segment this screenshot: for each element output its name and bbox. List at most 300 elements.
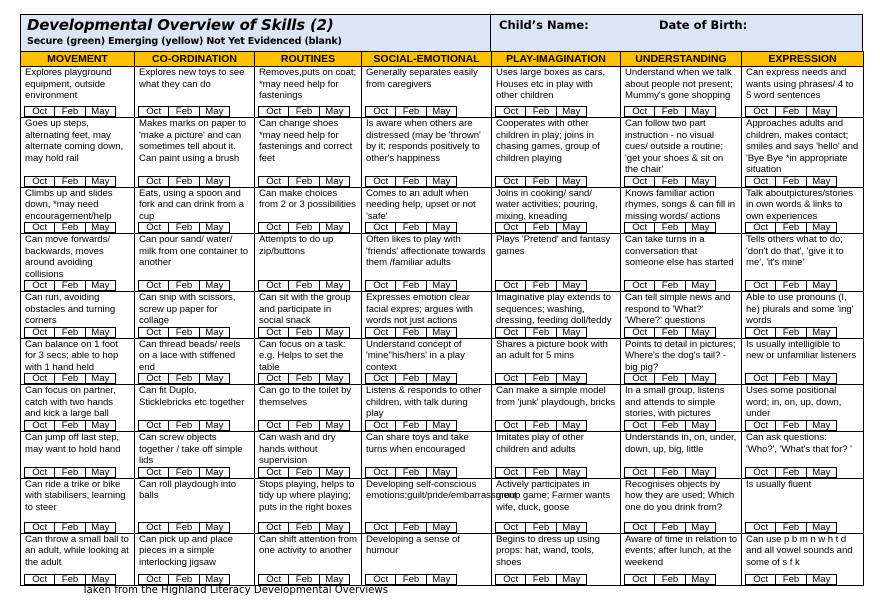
page-title: Developmental Overview of Skills (2) (27, 16, 334, 34)
term-box-may[interactable]: May (812, 420, 831, 431)
skill-description: Is aware when others are distressed (may be 'thrown' by it; responds positively to other's happiness (366, 118, 481, 164)
term-box-feb[interactable]: Feb (396, 223, 426, 232)
skill-cell-routines (255, 533, 362, 585)
skill-description: Plays 'Pretend' and fantasy games (496, 234, 611, 257)
term-box-may[interactable]: May (562, 521, 581, 533)
skill-cell-expression (742, 478, 864, 533)
term-box-feb[interactable]: Feb (169, 328, 199, 337)
term-box-feb[interactable]: Feb (55, 281, 85, 290)
term-box-oct[interactable]: Oct (625, 575, 655, 584)
term-box-feb[interactable]: Feb (655, 328, 685, 337)
term-box-may[interactable]: May (691, 326, 710, 338)
column-header-play-imagination: PLAY-IMAGINATION (492, 52, 621, 67)
skill-description: Talk aboutpictures/stories in own words & links to own experiences (746, 187, 853, 222)
term-box-may[interactable]: May (325, 222, 344, 233)
skill-description: Joins in cooking/ sand/ water activities; pouring, mixing, kneading (496, 187, 598, 222)
skill-description: Developing self-conscious emotions;guilt/pride/embarrassment (366, 478, 517, 501)
term-box-oct[interactable]: Oct (25, 328, 55, 337)
term-box-feb[interactable]: Feb (55, 575, 85, 584)
term-box-feb[interactable]: Feb (776, 107, 806, 116)
term-box-may[interactable]: May (812, 175, 831, 187)
column-header-routines: ROUTINES (255, 52, 362, 67)
skill-cell-routines (255, 187, 362, 234)
term-box-may[interactable]: May (432, 280, 451, 291)
term-box-feb[interactable]: Feb (776, 575, 806, 584)
term-box-feb[interactable]: Feb (289, 374, 319, 383)
term-assessment-boxes (24, 280, 116, 291)
skill-description: Can ride a trike or bike with stabilisers, learning to steer (25, 478, 126, 513)
term-box-may[interactable]: May (432, 326, 451, 338)
term-box-may[interactable]: May (325, 175, 344, 187)
term-box-may[interactable]: May (562, 280, 581, 291)
term-box-feb[interactable]: Feb (655, 177, 685, 186)
term-box-oct[interactable]: Oct (25, 107, 55, 116)
term-box-oct[interactable]: Oct (625, 281, 655, 290)
term-box-oct[interactable]: Oct (139, 281, 169, 290)
skill-description: Can focus on a task: e.g. Helps to set the table (259, 338, 346, 373)
term-box-may[interactable]: May (691, 466, 710, 478)
term-box-feb[interactable]: Feb (526, 107, 556, 116)
term-box-feb[interactable]: Feb (396, 374, 426, 383)
term-assessment-boxes (365, 280, 457, 291)
term-box-feb[interactable]: Feb (526, 374, 556, 383)
term-box-oct[interactable]: Oct (496, 328, 526, 337)
term-box-feb[interactable]: Feb (55, 468, 85, 477)
term-box-may[interactable]: May (691, 420, 710, 431)
term-box-may[interactable]: May (562, 373, 581, 384)
term-assessment-boxes (24, 106, 116, 117)
term-box-oct[interactable]: Oct (25, 177, 55, 186)
term-box-feb[interactable]: Feb (289, 575, 319, 584)
skill-cell-play-imagination (492, 118, 621, 188)
term-box-oct[interactable]: Oct (496, 421, 526, 430)
term-box-may[interactable]: May (91, 573, 110, 585)
term-box-feb[interactable]: Feb (526, 523, 556, 532)
term-box-oct[interactable]: Oct (25, 281, 55, 290)
term-box-may[interactable]: May (325, 420, 344, 431)
term-box-feb[interactable]: Feb (55, 421, 85, 430)
term-box-feb[interactable]: Feb (776, 523, 806, 532)
term-box-feb[interactable]: Feb (396, 421, 426, 430)
term-box-oct[interactable]: Oct (625, 523, 655, 532)
term-box-may[interactable]: May (812, 222, 831, 233)
term-box-oct[interactable]: Oct (746, 223, 776, 232)
term-box-may[interactable]: May (691, 175, 710, 187)
skill-description: Stops playing, helps to tidy up where playing; puts in the right boxes (259, 478, 355, 513)
term-assessment-boxes (258, 280, 350, 291)
term-box-feb[interactable]: Feb (655, 421, 685, 430)
term-box-may[interactable]: May (91, 373, 110, 384)
term-box-oct[interactable]: Oct (259, 281, 289, 290)
term-box-may[interactable]: May (432, 521, 451, 533)
term-box-oct[interactable]: Oct (496, 281, 526, 290)
term-box-feb[interactable]: Feb (655, 107, 685, 116)
term-box-oct[interactable]: Oct (625, 468, 655, 477)
term-box-may[interactable]: May (432, 466, 451, 478)
skill-cell-movement (21, 187, 135, 234)
term-box-oct[interactable]: Oct (259, 421, 289, 430)
term-box-oct[interactable]: Oct (366, 177, 396, 186)
term-box-oct[interactable]: Oct (625, 223, 655, 232)
term-box-oct[interactable]: Oct (496, 223, 526, 232)
term-box-may[interactable]: May (812, 521, 831, 533)
term-box-oct[interactable]: Oct (366, 223, 396, 232)
term-box-oct[interactable]: Oct (366, 575, 396, 584)
term-box-feb[interactable]: Feb (396, 575, 426, 584)
term-box-feb[interactable]: Feb (526, 281, 556, 290)
term-box-feb[interactable]: Feb (776, 223, 806, 232)
term-box-oct[interactable]: Oct (496, 177, 526, 186)
term-box-may[interactable]: May (91, 280, 110, 291)
skill-description: Can screw objects together / take off simple lids (139, 432, 243, 466)
term-box-oct[interactable]: Oct (625, 421, 655, 430)
skill-cell-content (746, 479, 859, 533)
term-box-may[interactable]: May (812, 466, 831, 478)
skill-cell-understanding (621, 478, 742, 533)
term-assessment-boxes (495, 373, 587, 384)
term-box-feb[interactable]: Feb (289, 421, 319, 430)
skill-description: Is usually intelligible to new or unfamiliar listeners (746, 338, 857, 361)
term-box-oct[interactable]: Oct (139, 177, 169, 186)
skill-cell-content (259, 118, 357, 187)
term-box-oct[interactable]: Oct (746, 374, 776, 383)
term-box-feb[interactable]: Feb (289, 328, 319, 337)
term-assessment-boxes (745, 522, 837, 533)
term-box-feb[interactable]: Feb (526, 575, 556, 584)
skill-cell-content (746, 432, 859, 478)
term-box-feb[interactable]: Feb (289, 281, 319, 290)
term-box-may[interactable]: May (205, 222, 224, 233)
term-box-may[interactable]: May (562, 106, 581, 117)
term-box-feb[interactable]: Feb (776, 177, 806, 186)
term-assessment-boxes (624, 574, 716, 585)
skill-description: Can sit with the group and participate in social snack (259, 292, 351, 326)
term-box-feb[interactable]: Feb (526, 328, 556, 337)
term-box-may[interactable]: May (562, 326, 581, 338)
skill-cell-play-imagination (492, 234, 621, 292)
term-box-may[interactable]: May (432, 175, 451, 187)
term-box-feb[interactable]: Feb (169, 421, 199, 430)
term-box-may[interactable]: May (325, 280, 344, 291)
term-box-oct[interactable]: Oct (625, 328, 655, 337)
term-box-may[interactable]: May (325, 573, 344, 585)
term-box-oct[interactable]: Oct (625, 374, 655, 383)
term-box-may[interactable]: May (691, 106, 710, 117)
term-box-oct[interactable]: Oct (625, 107, 655, 116)
term-box-may[interactable]: May (812, 106, 831, 117)
term-box-may[interactable]: May (562, 573, 581, 585)
skill-cell-content (496, 534, 616, 585)
term-box-may[interactable]: May (325, 326, 344, 338)
term-box-oct[interactable]: Oct (746, 177, 776, 186)
term-box-oct[interactable]: Oct (139, 107, 169, 116)
skill-cell-routines (255, 478, 362, 533)
term-box-may[interactable]: May (205, 175, 224, 187)
skills-overview-sheet (20, 14, 863, 586)
term-box-feb[interactable]: Feb (655, 374, 685, 383)
skill-cell-play-imagination (492, 338, 621, 385)
term-box-feb[interactable]: Feb (776, 421, 806, 430)
term-box-feb[interactable]: Feb (396, 468, 426, 477)
term-box-may[interactable]: May (325, 521, 344, 533)
term-box-feb[interactable]: Feb (776, 328, 806, 337)
term-box-oct[interactable]: Oct (259, 523, 289, 532)
skill-description: In a small group, listens and attends to simple stories, with pictures (625, 385, 725, 419)
term-box-feb[interactable]: Feb (289, 107, 319, 116)
skill-description: Can throw a small ball to an adult, while looking at the adult (25, 533, 129, 568)
skill-cell-movement (21, 432, 135, 479)
term-box-feb[interactable]: Feb (776, 281, 806, 290)
term-box-feb[interactable]: Feb (655, 281, 685, 290)
skill-cell-movement (21, 234, 135, 292)
term-box-oct[interactable]: Oct (25, 421, 55, 430)
term-box-oct[interactable]: Oct (259, 223, 289, 232)
date-of-birth-field[interactable]: Date of Birth: (659, 18, 748, 32)
term-box-oct[interactable]: Oct (139, 523, 169, 532)
child-name-field[interactable]: Child’s Name: (499, 18, 589, 32)
term-box-may[interactable]: May (325, 466, 344, 478)
term-box-may[interactable]: May (691, 521, 710, 533)
term-box-oct[interactable]: Oct (366, 107, 396, 116)
skill-description: Expresses emotion clear facial expres; argues with words not just actions (366, 292, 473, 326)
term-box-feb[interactable]: Feb (55, 177, 85, 186)
skill-cell-play-imagination (492, 67, 621, 118)
term-box-may[interactable]: May (562, 466, 581, 478)
term-assessment-boxes (365, 420, 457, 431)
skill-description: Can wash and dry hands without supervision (259, 432, 336, 466)
term-box-feb[interactable]: Feb (776, 374, 806, 383)
term-box-may[interactable]: May (91, 175, 110, 187)
title-block (20, 14, 863, 51)
term-box-oct[interactable]: Oct (139, 468, 169, 477)
term-box-may[interactable]: May (91, 521, 110, 533)
term-box-may[interactable]: May (691, 280, 710, 291)
skill-cell-routines (255, 432, 362, 479)
term-box-feb[interactable]: Feb (526, 421, 556, 430)
term-box-oct[interactable]: Oct (496, 575, 526, 584)
term-box-oct[interactable]: Oct (746, 523, 776, 532)
skill-cell-understanding (621, 67, 742, 118)
skill-description: Aware of time in relation to events; after lunch, at the weekend (625, 533, 738, 568)
term-box-feb[interactable]: Feb (655, 468, 685, 477)
term-box-oct[interactable]: Oct (25, 468, 55, 477)
term-box-feb[interactable]: Feb (655, 575, 685, 584)
term-assessment-boxes (745, 327, 837, 338)
term-box-oct[interactable]: Oct (746, 468, 776, 477)
skill-cell-routines (255, 118, 362, 188)
skill-description: Can roll playdough into balls (139, 478, 236, 501)
skill-description: Can change shoes *may need help for fastenings and correct feet (259, 118, 353, 164)
term-assessment-boxes (495, 574, 587, 585)
term-box-oct[interactable]: Oct (25, 575, 55, 584)
term-box-may[interactable]: May (325, 373, 344, 384)
term-box-may[interactable]: May (691, 573, 710, 585)
term-box-oct[interactable]: Oct (25, 523, 55, 532)
term-box-feb[interactable]: Feb (289, 177, 319, 186)
term-box-oct[interactable]: Oct (139, 328, 169, 337)
term-box-may[interactable]: May (91, 222, 110, 233)
skill-description: Imitates play of other children and adults (496, 432, 584, 455)
term-box-oct[interactable]: Oct (366, 374, 396, 383)
term-box-oct[interactable]: Oct (366, 421, 396, 430)
term-box-oct[interactable]: Oct (625, 177, 655, 186)
skill-cell-understanding (621, 187, 742, 234)
term-box-oct[interactable]: Oct (139, 374, 169, 383)
term-box-oct[interactable]: Oct (746, 281, 776, 290)
term-box-feb[interactable]: Feb (169, 177, 199, 186)
term-box-feb[interactable]: Feb (396, 281, 426, 290)
term-box-may[interactable]: May (205, 326, 224, 338)
term-box-feb[interactable]: Feb (55, 223, 85, 232)
term-box-feb[interactable]: Feb (289, 468, 319, 477)
term-box-feb[interactable]: Feb (169, 374, 199, 383)
term-box-oct[interactable]: Oct (746, 107, 776, 116)
term-box-oct[interactable]: Oct (496, 374, 526, 383)
term-box-feb[interactable]: Feb (55, 523, 85, 532)
skill-cell-expression (742, 67, 864, 118)
skill-description: Climbs up and slides down, *may need encouragement/help (25, 187, 113, 222)
term-box-oct[interactable]: Oct (366, 328, 396, 337)
term-box-oct[interactable]: Oct (366, 468, 396, 477)
term-box-may[interactable]: May (205, 573, 224, 585)
term-box-may[interactable]: May (812, 573, 831, 585)
skill-cell-content (139, 188, 250, 234)
term-assessment-boxes (495, 420, 587, 431)
term-box-may[interactable]: May (562, 222, 581, 233)
term-box-oct[interactable]: Oct (259, 177, 289, 186)
term-box-feb[interactable]: Feb (55, 328, 85, 337)
term-box-oct[interactable]: Oct (746, 421, 776, 430)
term-box-oct[interactable]: Oct (746, 575, 776, 584)
skill-description: Can move forwards/ backwards, moves around avoiding collisions (25, 234, 110, 280)
term-box-may[interactable]: May (432, 106, 451, 117)
skill-cell-expression (742, 187, 864, 234)
term-box-oct[interactable]: Oct (496, 468, 526, 477)
term-box-oct[interactable]: Oct (139, 223, 169, 232)
skill-cell-expression (742, 118, 864, 188)
term-box-oct[interactable]: Oct (259, 107, 289, 116)
term-box-oct[interactable]: Oct (139, 575, 169, 584)
term-box-may[interactable]: May (91, 466, 110, 478)
term-box-oct[interactable]: Oct (25, 374, 55, 383)
term-box-may[interactable]: May (691, 222, 710, 233)
term-assessment-boxes (495, 280, 587, 291)
term-box-oct[interactable]: Oct (746, 328, 776, 337)
term-box-feb[interactable]: Feb (526, 468, 556, 477)
term-box-oct[interactable]: Oct (259, 575, 289, 584)
term-box-may[interactable]: May (432, 373, 451, 384)
term-box-may[interactable]: May (91, 420, 110, 431)
column-header-co-ordination: CO-ORDINATION (135, 52, 255, 67)
term-box-may[interactable]: May (325, 106, 344, 117)
term-box-oct[interactable]: Oct (496, 523, 526, 532)
term-box-may[interactable]: May (432, 420, 451, 431)
term-box-feb[interactable]: Feb (526, 177, 556, 186)
term-box-feb[interactable]: Feb (55, 374, 85, 383)
term-box-feb[interactable]: Feb (396, 107, 426, 116)
table-row (21, 338, 864, 385)
term-box-may[interactable]: May (432, 222, 451, 233)
term-box-oct[interactable]: Oct (259, 328, 289, 337)
skill-cell-content (259, 234, 357, 291)
term-box-feb[interactable]: Feb (655, 523, 685, 532)
term-assessment-boxes (745, 467, 837, 478)
term-assessment-boxes (258, 106, 350, 117)
term-box-oct[interactable]: Oct (259, 374, 289, 383)
skill-description: Generally separates easily from caregivers (366, 67, 478, 90)
term-box-may[interactable]: May (432, 573, 451, 585)
term-box-oct[interactable]: Oct (259, 468, 289, 477)
column-header-social-emotional: SOCIAL-EMOTIONAL (362, 52, 492, 67)
term-box-feb[interactable]: Feb (169, 468, 199, 477)
skill-description: Can shift attention from one activity to another (259, 533, 357, 556)
term-box-may[interactable]: May (205, 521, 224, 533)
term-assessment-boxes (624, 373, 716, 384)
term-assessment-boxes (624, 106, 716, 117)
term-box-feb[interactable]: Feb (396, 328, 426, 337)
term-box-feb[interactable]: Feb (169, 107, 199, 116)
term-box-feb[interactable]: Feb (169, 523, 199, 532)
term-box-may[interactable]: May (812, 373, 831, 384)
term-box-may[interactable]: May (91, 106, 110, 117)
term-box-feb[interactable]: Feb (396, 177, 426, 186)
term-box-may[interactable]: May (812, 280, 831, 291)
term-box-may[interactable]: May (812, 326, 831, 338)
term-box-feb[interactable]: Feb (396, 523, 426, 532)
term-box-feb[interactable]: Feb (526, 223, 556, 232)
term-box-may[interactable]: May (205, 280, 224, 291)
term-box-may[interactable]: May (91, 326, 110, 338)
term-box-feb[interactable]: Feb (776, 468, 806, 477)
term-box-feb[interactable]: Feb (289, 523, 319, 532)
term-box-may[interactable]: May (691, 373, 710, 384)
skill-cell-understanding (621, 338, 742, 385)
term-box-may[interactable]: May (205, 373, 224, 384)
term-box-feb[interactable]: Feb (169, 281, 199, 290)
skill-cell-expression (742, 292, 864, 339)
skill-description: Eats, using a spoon and fork and can drink from a cup (139, 187, 244, 222)
skill-description: Can tell simple news and respond to 'What?' 'Where?' questions (625, 292, 731, 326)
term-box-feb[interactable]: Feb (55, 107, 85, 116)
term-box-feb[interactable]: Feb (169, 575, 199, 584)
skill-cell-content (746, 67, 859, 117)
skill-cell-social-emotional (362, 118, 492, 188)
skill-cell-play-imagination (492, 432, 621, 479)
skill-description: Often likes to play with 'friends' affectionate towards them /familiar adults (366, 234, 486, 268)
term-box-feb[interactable]: Feb (655, 223, 685, 232)
term-box-may[interactable]: May (205, 466, 224, 478)
term-assessment-boxes (138, 222, 230, 233)
term-box-feb[interactable]: Feb (169, 223, 199, 232)
term-box-oct[interactable]: Oct (139, 421, 169, 430)
term-assessment-boxes (24, 176, 116, 187)
term-box-oct[interactable]: Oct (366, 523, 396, 532)
term-assessment-boxes (495, 522, 587, 533)
term-box-may[interactable]: May (562, 175, 581, 187)
skill-cell-expression (742, 385, 864, 432)
term-box-feb[interactable]: Feb (289, 223, 319, 232)
term-box-may[interactable]: May (562, 420, 581, 431)
term-box-oct[interactable]: Oct (496, 107, 526, 116)
term-box-oct[interactable]: Oct (366, 281, 396, 290)
term-assessment-boxes (495, 467, 587, 478)
term-box-may[interactable]: May (205, 106, 224, 117)
term-assessment-boxes (495, 222, 587, 233)
term-box-may[interactable]: May (205, 420, 224, 431)
skill-cell-content (496, 67, 616, 117)
term-box-oct[interactable]: Oct (25, 223, 55, 232)
term-assessment-boxes (258, 222, 350, 233)
